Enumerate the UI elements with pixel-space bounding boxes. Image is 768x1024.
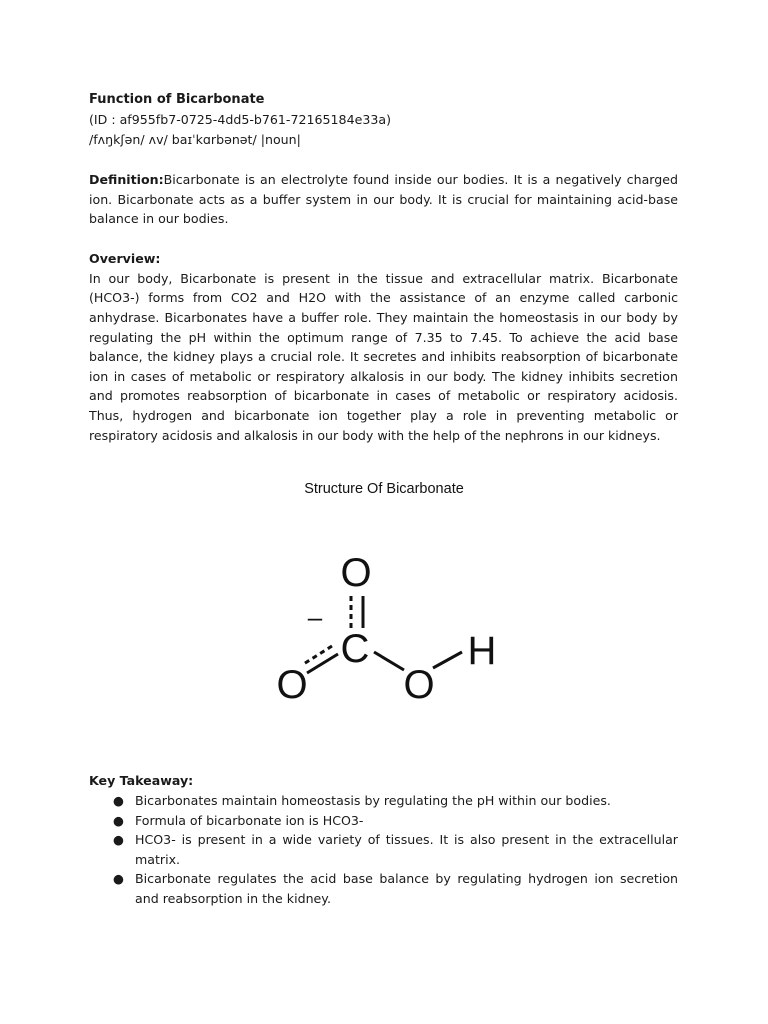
atom-left-oxygen: O [276,663,308,707]
document-id: (ID : af955fb7-0725-4dd5-b761-72165184e33a) [89,112,391,127]
bullet-icon: ● [113,871,124,887]
definition-text: Bicarbonate is an electrolyte found inside our bodies. It is a negatively charged ion. Bicarbonate acts as a buffer system in our body. It is crucial for maintaining acid-base balance in our bodies. [89,172,678,227]
document-body [89,90,678,445]
overview-label: Overview: [89,250,161,266]
bond-c-o-left-solid [307,654,338,673]
takeaway-label: Key Takeaway: [89,773,194,788]
list-item [89,869,678,908]
list-item-text: Bicarbonates maintain homeostasis by regulating the pH within our bodies. [135,793,611,808]
list-item-text: HCO3- is present in a wide variety of tissues. It is also present in the extracellular matrix. [135,832,678,867]
list-item [89,811,678,831]
overview-text: In our body, Bicarbonate is present in the tissue and extracellular matrix. Bicarbonate (HCO3-) forms from CO2 and H2O with the assistance of an enzyme called carbonic anhydrase. Bicarbonates have a buffer role. They maintain the homeostasis in our body by regulating the pH within the optimum range of 7.35 to 7.45. To achieve the acid base balance, the kidney plays a crucial role. It secretes and inhibits reabsorption of bicarbonate ion in cases of metabolic or respiratory alkalosis in our body. The kidney inhibits secretion and promotes reabsorption of bicarbonate in cases of metabolic or respiratory acidosis. Thus, hydrogen and bicarbonate ion together play a role in preventing metabolic or respiratory acidosis and alkalosis in our body with the help of the nephrons in our kidneys. [89,270,678,443]
bullet-icon: ● [113,812,124,828]
takeaway-list [89,791,678,909]
atom-top-oxygen: O [340,551,372,595]
bullet-icon: ● [113,793,124,808]
list-item [89,791,678,811]
structure-title: Structure Of Bicarbonate [304,481,464,497]
bullet-icon: ● [113,832,124,848]
bicarbonate-structure-diagram [262,540,512,715]
key-takeaway-section [89,771,678,909]
atom-right-oxygen: O [403,663,435,707]
list-item [89,830,678,869]
list-item-text: Formula of bicarbonate ion is HCO3- [135,812,364,828]
document-title: Function of Bicarbonate [89,92,265,107]
atom-hydrogen: H [467,629,497,673]
bond-c-o-right [374,652,404,670]
bond-o-h [433,652,462,668]
definition-label: Definition: [89,172,164,187]
negative-charge: – [307,602,323,632]
pronunciation: /fʌŋkʃən/ ʌv/ baɪˈkɑrbənət/ |noun| [89,132,301,147]
atom-carbon: C [340,627,370,671]
list-item-text: Bicarbonate regulates the acid base balance by regulating hydrogen ion secretion and reabsorption in the kidney. [135,871,678,906]
definition-paragraph [89,170,678,229]
